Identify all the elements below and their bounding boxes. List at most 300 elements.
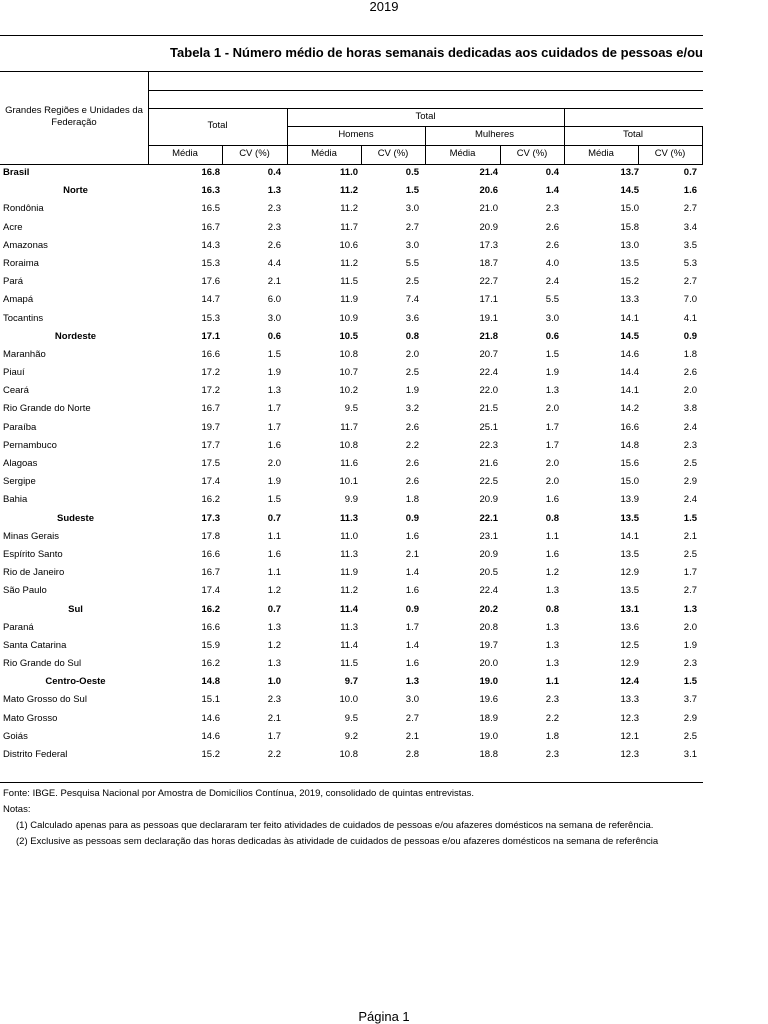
media-value: 22.1 [479,512,498,524]
media-value: 19.0 [479,676,498,688]
media-value: 10.8 [339,749,358,760]
row-label: Mato Grosso do Sul [3,694,87,706]
table-row [0,273,703,291]
media-value: 15.0 [620,476,639,488]
cv-value: 1.8 [683,348,697,360]
cv-value: 5.3 [683,257,697,269]
media-value: 21.8 [479,330,498,342]
media-value: 14.8 [620,439,639,451]
media-value: 11.7 [340,421,358,433]
cv-value: 1.3 [267,658,281,670]
media-value: 16.6 [201,548,220,560]
row-label: Paraíba [3,421,37,433]
media-value: 11.7 [340,221,358,233]
media-value: 20.5 [479,567,498,579]
media-value: 20.9 [479,221,498,233]
table-row [0,655,703,673]
cv-value: 2.5 [405,367,419,379]
cv-value: 2.1 [683,530,697,542]
col-total-right-label: Total [622,129,644,140]
cv-value: 1.9 [267,476,281,488]
media-value: 14.3 [201,239,220,251]
media-value: 15.2 [201,749,220,760]
cv-value: 1.3 [267,621,281,633]
media-value: 21.0 [479,203,498,215]
row-label: Maranhão [3,348,46,360]
table-row [0,528,703,546]
media-value: 11.4 [340,603,358,615]
cv-value: 2.7 [683,276,697,288]
media-value: 12.5 [620,639,639,651]
cv-value: 1.3 [545,658,559,670]
media-value: 9.7 [344,676,358,688]
media-value: 14.5 [620,185,639,197]
cv-value: 2.1 [267,712,281,724]
header-rule [148,145,703,146]
media-value: 19.6 [479,694,498,706]
media-value: 17.1 [479,294,498,306]
cv-value: 0.5 [405,167,419,178]
media-value: 13.1 [620,603,639,615]
cv-value: 2.9 [683,476,697,488]
media-value: 17.3 [479,239,498,251]
table-row [0,291,703,309]
cv-value: 3.0 [405,203,419,215]
media-value: 17.6 [201,276,220,288]
media-value: 15.3 [201,257,220,269]
table-row [0,364,703,382]
notes-label: Notas: [3,804,31,815]
media-value: 15.6 [620,458,639,469]
cv-value: 2.0 [545,403,559,415]
cv-value: 2.3 [683,658,697,670]
media-value: 11.0 [340,530,358,542]
table-title: Tabela 1 - Número médio de horas semanais dedicadas aos cuidados de pessoas e/ou [170,45,703,60]
cv-value: 1.3 [683,603,697,615]
media-value: 25.1 [479,421,498,433]
cv-value: 2.4 [683,421,697,433]
media-label: Média [172,148,198,159]
row-label: Norte [63,185,88,197]
media-value: 10.7 [339,367,358,379]
media-value: 17.4 [201,476,220,488]
cv-value: 0.7 [267,603,281,615]
media-value: 16.6 [201,621,220,633]
cv-value: 2.4 [545,276,559,288]
cv-value: 2.0 [683,621,697,633]
media-value: 17.2 [201,385,220,397]
cv-value: 1.7 [267,421,281,433]
cv-value: 0.4 [545,167,559,178]
table-row [0,346,703,364]
table-row [0,582,703,600]
bottom-rule [0,782,703,783]
media-value: 19.7 [201,421,220,433]
media-value: 14.1 [620,530,639,542]
cv-value: 2.1 [267,276,281,288]
table-row [0,710,703,728]
media-value: 22.3 [479,439,498,451]
table-row [0,691,703,709]
cv-value: 2.2 [267,749,281,760]
media-value: 17.8 [201,530,220,542]
media-value: 18.9 [479,712,498,724]
media-value: 16.8 [201,167,220,178]
cv-value: 2.6 [545,239,559,251]
media-value: 16.3 [201,185,220,197]
media-value: 13.5 [620,512,639,524]
media-value: 20.2 [479,603,498,615]
cv-value: 2.3 [545,694,559,706]
cv-value: 2.7 [405,712,419,724]
row-label: Goiás [3,730,28,742]
cv-value: 1.5 [267,348,281,360]
media-value: 16.7 [201,221,220,233]
cv-value: 3.0 [405,239,419,251]
row-label: Amazonas [3,239,48,251]
page-number: Página 1 [358,1009,410,1024]
media-value: 13.3 [620,694,639,706]
cv-label: CV (%) [239,148,270,159]
media-value: 11.0 [340,167,358,178]
row-label: Centro-Oeste [45,676,106,688]
cv-value: 1.5 [267,494,281,506]
media-value: 11.5 [340,276,358,288]
table-row [0,219,703,237]
table-row [0,237,703,255]
row-label: Mato Grosso [3,712,58,724]
media-value: 17.5 [201,458,220,469]
cv-value: 2.7 [405,221,419,233]
media-value: 11.3 [340,512,358,524]
cv-value: 1.5 [683,676,697,688]
row-label: Rio Grande do Sul [3,658,82,670]
cv-value: 1.3 [545,385,559,397]
cv-value: 3.8 [683,403,697,415]
cv-value: 2.5 [683,730,697,742]
cv-value: 2.6 [405,458,419,469]
cv-label: CV (%) [377,148,409,159]
page-header-year: 2019 [369,0,399,14]
col-homens-label: Homens [338,129,374,140]
media-value: 14.1 [620,385,639,397]
media-label: Média [588,148,614,159]
media-value: 14.6 [201,712,220,724]
cv-value: 2.2 [545,712,559,724]
media-value: 12.9 [620,567,639,579]
media-value: 14.2 [620,403,639,415]
cv-value: 1.7 [405,621,419,633]
media-value: 18.8 [479,749,498,760]
cv-value: 2.5 [683,548,697,560]
table-row [0,491,703,509]
cv-value: 0.7 [267,512,281,524]
cv-value: 2.6 [405,476,419,488]
cv-value: 1.9 [545,367,559,379]
cv-value: 1.7 [683,567,697,579]
table-row [0,419,703,437]
cv-value: 2.6 [545,221,559,233]
table-row [0,164,703,182]
media-value: 22.4 [479,367,498,379]
media-value: 13.0 [620,239,639,251]
cv-value: 4.1 [683,312,697,324]
media-value: 14.4 [620,367,639,379]
cv-value: 1.7 [545,439,559,451]
media-value: 12.3 [620,712,639,724]
cv-value: 2.7 [683,203,697,215]
cv-value: 2.6 [683,367,697,379]
cv-value: 6.0 [267,294,281,306]
media-value: 11.3 [340,548,358,560]
media-value: 17.4 [201,585,220,597]
cv-value: 2.2 [405,439,419,451]
row-label: Acre [3,221,23,233]
media-value: 15.3 [201,312,220,324]
media-value: 12.1 [620,730,639,742]
cv-value: 1.1 [267,530,281,542]
media-value: 16.6 [620,421,639,433]
media-value: 18.7 [479,257,498,269]
media-value: 16.2 [201,658,220,670]
row-label: Rio de Janeiro [3,567,65,579]
media-value: 11.2 [340,203,358,215]
table-row [0,564,703,582]
cv-value: 0.9 [405,512,419,524]
media-value: 21.6 [479,458,498,469]
row-label: Espírito Santo [3,548,63,560]
media-value: 16.7 [201,403,220,415]
media-value: 15.1 [201,694,220,706]
cv-value: 3.0 [545,312,559,324]
cv-value: 0.8 [405,330,419,342]
media-value: 9.5 [344,403,358,415]
cv-value: 2.0 [545,458,559,469]
media-value: 14.6 [201,730,220,742]
media-value: 10.1 [339,476,358,488]
source-note: Fonte: IBGE. Pesquisa Nacional por Amostra de Domicílios Contínua, 2019, consolidado de quintas entrevistas. [3,788,475,799]
media-value: 10.8 [339,439,358,451]
cv-value: 1.3 [405,676,419,688]
cv-value: 1.4 [405,567,419,579]
media-value: 14.7 [201,294,220,306]
cv-value: 3.1 [683,749,697,760]
cv-value: 2.6 [267,239,281,251]
cv-value: 2.3 [267,221,281,233]
media-value: 14.1 [620,312,639,324]
cv-label: CV (%) [516,148,548,159]
cv-value: 1.3 [267,185,281,197]
cv-value: 1.6 [405,658,419,670]
media-value: 20.9 [479,548,498,560]
media-value: 10.2 [339,385,358,397]
cv-value: 2.0 [683,385,697,397]
table-row [0,310,703,328]
row-label: Distrito Federal [3,749,68,760]
table-row [0,746,703,764]
cv-value: 2.3 [267,694,281,706]
cv-value: 3.7 [683,694,697,706]
media-value: 22.5 [479,476,498,488]
media-value: 19.7 [479,639,498,651]
table-row [0,328,703,346]
cv-value: 0.6 [267,330,281,342]
table-row [0,601,703,619]
cv-value: 7.4 [405,294,419,306]
media-value: 9.2 [344,730,358,742]
table-row [0,473,703,491]
cv-value: 1.4 [405,639,419,651]
media-value: 13.5 [620,548,639,560]
cv-value: 1.4 [545,185,559,197]
media-value: 11.9 [340,294,358,306]
media-value: 19.0 [479,730,498,742]
media-value: 15.8 [620,221,639,233]
media-value: 10.0 [339,694,358,706]
table-row [0,673,703,691]
cv-value: 2.3 [683,439,697,451]
row-label: Pernambuco [3,439,57,451]
cv-value: 1.6 [683,185,697,197]
table-row [0,619,703,637]
cv-value: 1.2 [267,585,281,597]
cv-value: 2.8 [405,749,419,760]
media-value: 15.9 [201,639,220,651]
cv-value: 7.0 [683,294,697,306]
cv-value: 1.1 [545,676,559,688]
row-label: Ceará [3,385,29,397]
cv-value: 1.8 [545,730,559,742]
media-value: 9.5 [344,712,358,724]
table-row [0,382,703,400]
cv-value: 1.7 [267,730,281,742]
cv-value: 5.5 [405,257,419,269]
cv-value: 0.8 [545,603,559,615]
media-value: 11.2 [340,185,358,197]
media-value: 10.6 [339,239,358,251]
media-value: 20.9 [479,494,498,506]
cv-value: 1.3 [545,621,559,633]
cv-value: 2.3 [267,203,281,215]
row-label: Piauí [3,367,25,379]
cv-value: 3.0 [267,312,281,324]
media-value: 11.4 [340,639,358,651]
cv-value: 1.9 [267,367,281,379]
title-rule [0,71,703,72]
media-value: 16.5 [201,203,220,215]
media-value: 17.1 [201,330,220,342]
media-value: 10.8 [339,348,358,360]
cv-value: 5.5 [545,294,559,306]
media-value: 15.2 [620,276,639,288]
media-value: 20.7 [479,348,498,360]
table-row [0,437,703,455]
media-value: 13.5 [620,585,639,597]
cv-value: 2.5 [683,458,697,469]
cv-value: 1.1 [267,567,281,579]
col-total-label: Total [207,120,228,131]
cv-value: 1.2 [545,567,559,579]
media-value: 16.7 [201,567,220,579]
note-1: (1) Calculado apenas para as pessoas que declararam ter feito atividades de cuidados de pessoas e/ou afazeres domésticos na semana de referência. [16,820,654,831]
cv-value: 1.3 [267,385,281,397]
cv-value: 4.0 [545,257,559,269]
media-value: 11.3 [340,621,358,633]
cv-value: 2.5 [405,276,419,288]
table-row [0,637,703,655]
note-2: (2) Exclusive as pessoas sem declaração das horas dedicadas às atividade de cuidados de pessoas e/ou afazeres domésticos na semana de referência [16,836,659,847]
media-value: 12.4 [620,676,639,688]
media-value: 13.3 [620,294,639,306]
cv-value: 1.7 [267,403,281,415]
cv-value: 3.0 [405,694,419,706]
header-rule [148,108,703,109]
media-value: 17.2 [201,367,220,379]
media-value: 22.0 [479,385,498,397]
media-value: 13.7 [620,167,639,178]
row-label: Rondônia [3,203,44,215]
table-row [0,255,703,273]
media-value: 13.9 [620,494,639,506]
cv-value: 1.9 [405,385,419,397]
media-value: 19.1 [479,312,498,324]
col-mulheres-label: Mulheres [474,129,515,140]
row-label: Sergipe [3,476,36,488]
media-value: 13.6 [620,621,639,633]
header-rule [148,90,703,91]
row-label: Minas Gerais [3,530,59,542]
row-label: Tocantins [3,312,44,324]
table-row [0,200,703,218]
cv-value: 0.4 [267,167,281,178]
row-label: Santa Catarina [3,639,67,651]
cv-value: 2.3 [545,203,559,215]
row-header-label: Grandes Regiões e Unidades da Federação [5,105,143,128]
cv-value: 1.5 [405,185,419,197]
cv-value: 2.0 [405,348,419,360]
media-value: 20.8 [479,621,498,633]
media-value: 16.2 [201,494,220,506]
media-label: Média [449,148,476,159]
table-row [0,546,703,564]
cv-value: 2.0 [267,458,281,469]
row-label: Rio Grande do Norte [3,403,91,415]
media-value: 12.3 [620,749,639,760]
table-row [0,400,703,418]
row-label: Nordeste [54,330,97,342]
media-value: 9.9 [344,494,358,506]
row-label: Roraima [3,257,39,269]
media-value: 16.2 [201,603,220,615]
table-row [0,182,703,200]
cv-value: 1.6 [405,585,419,597]
media-value: 17.3 [201,512,220,524]
cv-value: 2.1 [405,730,419,742]
cv-value: 2.6 [405,421,419,433]
media-value: 20.6 [479,185,498,197]
cv-value: 3.2 [405,403,419,415]
media-value: 14.6 [620,348,639,360]
cv-value: 1.7 [545,421,559,433]
media-value: 22.4 [479,585,498,597]
media-value: 16.6 [201,348,220,360]
cv-label: CV (%) [654,148,686,159]
cv-value: 1.6 [267,439,281,451]
media-value: 11.2 [340,585,358,597]
table-row [0,510,703,528]
row-label: Sudeste [57,512,94,524]
media-value: 11.5 [340,658,358,670]
